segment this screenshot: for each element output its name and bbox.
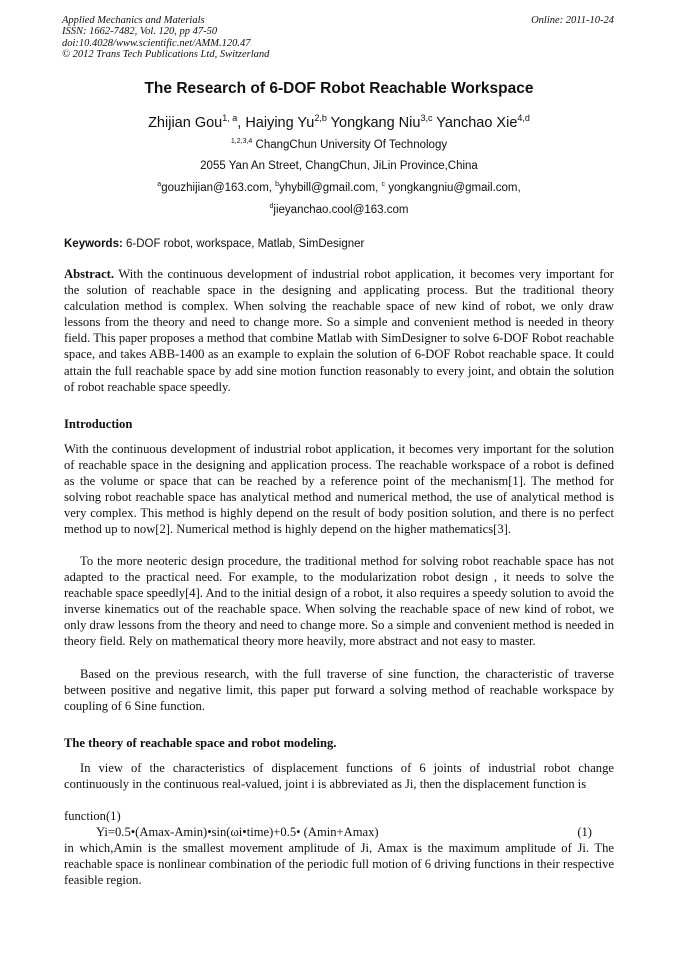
journal-metadata bbox=[62, 15, 269, 60]
email-link[interactable]: yongkangniu@gmail.com, bbox=[385, 181, 521, 194]
affiliation-address: 2055 Yan An Street, ChangChun, JiLin Province,China bbox=[200, 160, 478, 172]
equation-text: Yi=0.5•(Amax-Amin)•sin(ωi•time)+0.5• (Amin+Amax) bbox=[96, 825, 379, 839]
keywords bbox=[64, 238, 364, 250]
author-sup: 1, a bbox=[222, 113, 238, 123]
author-sup: 2,b bbox=[314, 113, 327, 123]
author-name: Zhijian Gou bbox=[148, 114, 223, 131]
university-name: ChangChun University Of Technology bbox=[255, 138, 448, 151]
paper-title: The Research of 6-DOF Robot Reachable Workspace bbox=[144, 80, 534, 97]
author-name: Yongkang Niu bbox=[330, 114, 421, 131]
affiliation-sup: 1,2,3,4 bbox=[230, 138, 253, 145]
introduction-heading: Introduction bbox=[64, 417, 133, 431]
intro-paragraph-1: With the continuous development of industrial robot application, it becomes very important for the solution of reachable space in the designing and application process. The reachable workspace of a robot is defined as the volume or space that can be reached by a reference point of the mechanism[1]. The method for solving robot reachable space has analytical method and numerical method, the use of analytical method is very complex. This method is highly depend on the result of body position solution, and there is no perfect method up to now[2]. Numerical method is highly depend on the higher mathematics[3]. bbox=[64, 442, 614, 537]
author-sup: 3,c bbox=[420, 113, 433, 123]
theory-heading: The theory of reachable space and robot modeling. bbox=[64, 736, 337, 750]
equation-number: (1) bbox=[577, 825, 592, 839]
theory-paragraph-1: In view of the characteristics of displacement functions of 6 joints of industrial robot change continuously in the continuous real-valued, joint i is abbreviated as Ji, then the displacement function is bbox=[64, 761, 614, 792]
doi-line: doi:10.4028/www.scientific.net/AMM.120.47 bbox=[62, 37, 251, 49]
email-link[interactable]: gouzhijian@163.com, bbox=[161, 181, 276, 194]
affiliation-university bbox=[0, 138, 678, 151]
abstract-label: Abstract. bbox=[64, 267, 115, 281]
online-date: Online: 2011-10-24 bbox=[531, 15, 614, 26]
author-sep: , bbox=[237, 114, 246, 131]
abstract bbox=[64, 266, 614, 395]
author-name: Haiying Yu bbox=[245, 114, 315, 131]
author-list bbox=[0, 113, 678, 131]
journal-name: Applied Mechanics and Materials bbox=[62, 15, 205, 26]
author-name: Yanchao Xie bbox=[436, 114, 518, 131]
theory-paragraph-2: in which,Amin is the smallest movement amplitude of Ji, Amax is the maximum amplitude of Ji. The reachable space is nonlinear combination of the periodic full motion of 6 driving functions in their respective feasible region. bbox=[64, 841, 614, 888]
email-sup: c bbox=[381, 181, 385, 188]
author-sup: 4,d bbox=[517, 113, 530, 123]
email-link[interactable]: yhybill@gmail.com, bbox=[279, 181, 382, 194]
function-label: function(1) bbox=[64, 809, 121, 823]
email-sup: a bbox=[157, 181, 162, 188]
email-sup: d bbox=[269, 203, 274, 210]
copyright-line: © 2012 Trans Tech Publications Ltd, Switzerland bbox=[62, 48, 270, 60]
intro-paragraph-3: Based on the previous research, with the full traverse of sine function, the characteristic of traverse between positive and negative limit, this paper put forward a solving method of reachable workspace by coupling of 6 Sine function. bbox=[64, 667, 614, 714]
affiliation-email-d bbox=[0, 203, 678, 216]
abstract-text: With the continuous development of industrial robot application, it becomes very important for the solution of reachable space in the designing and applicating process. But the traditional theory calculation method is complex. When solving the reachable space of new kind of robot, we only draw lessons from the theory and need to change more. So a simple and convenient method is needed in theory field. This paper proposes a method that combine Matlab with SimDesigner to solve 6-DOF Robot reachable space, and takes ABB-1400 as an example to explain the solution of 6-DOF Robot reachable space. It could attain the full reachable space by add sine motion function reasonably to every joint, and obtain the solution of robot reachable space speedly. bbox=[64, 267, 614, 394]
issn-line: ISSN: 1662-7482, Vol. 120, pp 47-50 bbox=[62, 26, 218, 38]
affiliation-emails bbox=[0, 181, 678, 194]
email-sup: b bbox=[275, 181, 280, 188]
intro-paragraph-2: To the more neoteric design procedure, the traditional method for solving robot reachable space has not adapted to the practical need. For example, to the modularization robot design , it needs to solve the reachable space speedly[4]. And to the initial design of a robot, it also requires a speedy solution to avoid the inverse kinematics out of the reachable space. When solving the reachable space of new kind of robot, we only draw lessons from the theory and need to change more. So a simple and convenient method is needed in theory field. Rely on mathematical theory more heavily, more abstract and not easy to master. bbox=[64, 554, 614, 649]
keywords-text: 6-DOF robot, workspace, Matlab, SimDesigner bbox=[122, 238, 365, 250]
keywords-label: Keywords: bbox=[64, 238, 123, 250]
email-link[interactable]: jieyanchao.cool@163.com bbox=[273, 203, 409, 216]
